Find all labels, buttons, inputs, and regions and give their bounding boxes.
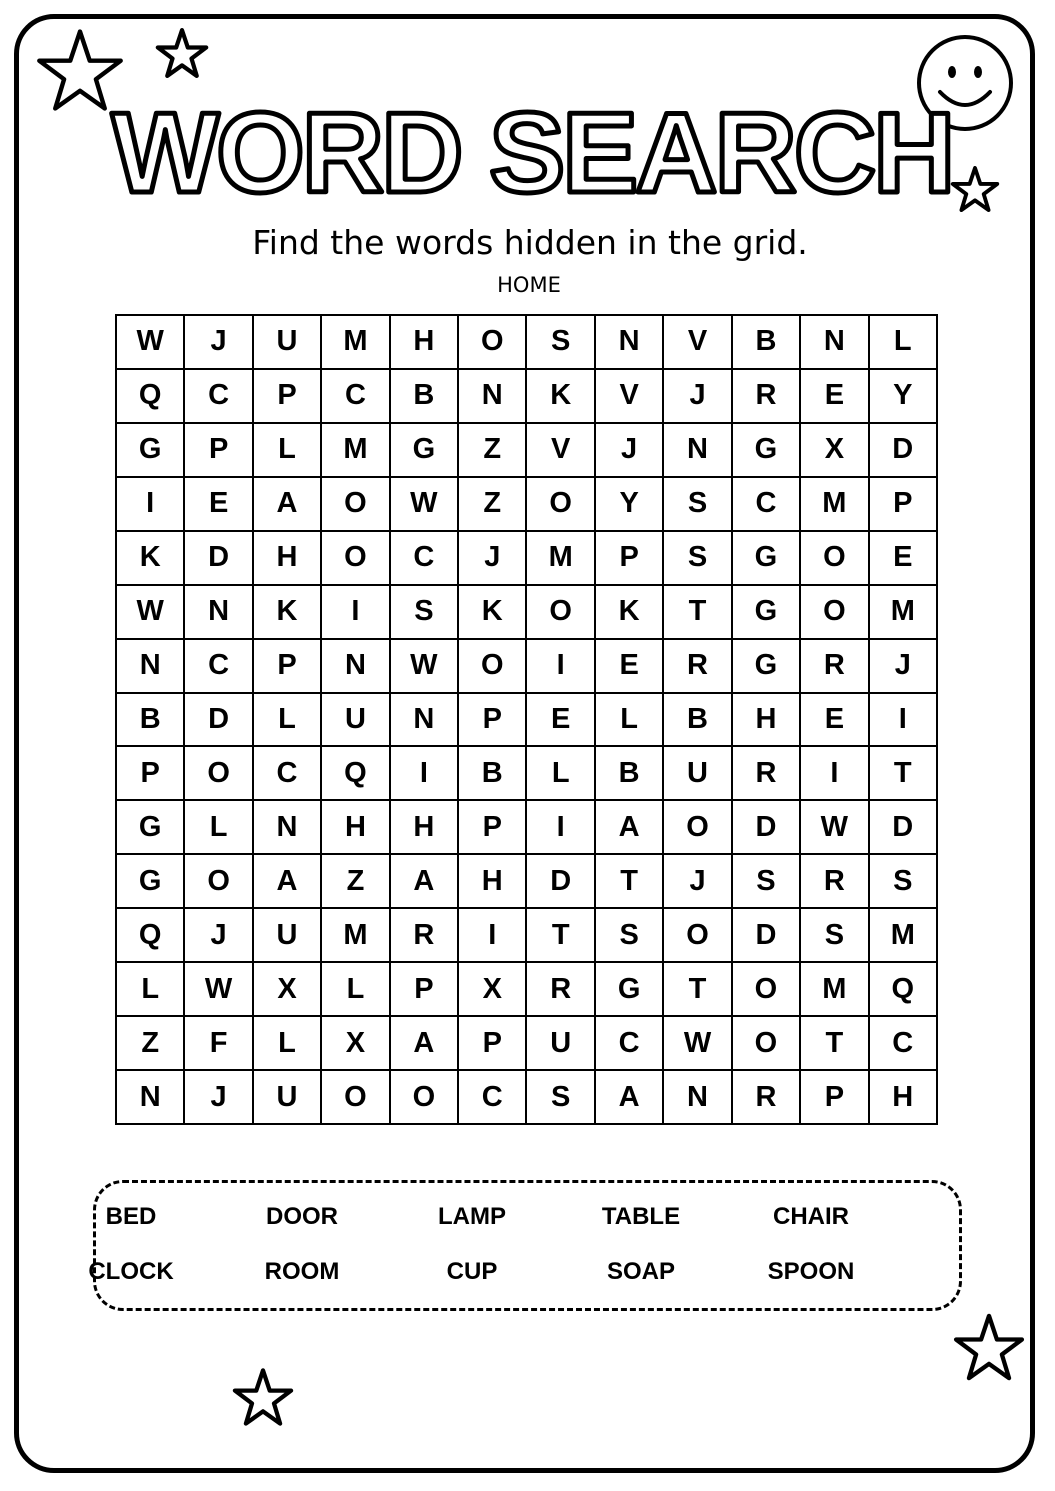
grid-cell[interactable]: D — [185, 532, 253, 586]
grid-cell[interactable]: O — [801, 532, 869, 586]
grid-cell[interactable]: V — [664, 316, 732, 370]
grid-cell[interactable]: W — [391, 640, 459, 694]
grid-cell[interactable]: M — [322, 424, 390, 478]
grid-cell[interactable]: Z — [117, 1017, 185, 1071]
grid-cell[interactable]: K — [596, 586, 664, 640]
grid-cell[interactable]: I — [391, 747, 459, 801]
grid-cell[interactable]: H — [733, 694, 801, 748]
grid-cell[interactable]: O — [733, 1017, 801, 1071]
grid-cell[interactable]: E — [801, 370, 869, 424]
grid-cell[interactable]: J — [870, 640, 938, 694]
grid-cell[interactable]: S — [527, 316, 595, 370]
grid-cell[interactable]: G — [117, 801, 185, 855]
grid-cell[interactable]: C — [733, 478, 801, 532]
grid-cell[interactable]: Q — [117, 909, 185, 963]
grid-cell[interactable]: B — [117, 694, 185, 748]
grid-cell[interactable]: N — [391, 694, 459, 748]
grid-cell[interactable]: B — [664, 694, 732, 748]
grid-cell[interactable]: B — [596, 747, 664, 801]
grid-cell[interactable]: R — [801, 640, 869, 694]
grid-cell[interactable]: S — [664, 532, 732, 586]
svg-text:WORD SEARCH: WORD SEARCH — [111, 96, 953, 216]
grid-cell[interactable]: U — [254, 909, 322, 963]
grid-cell[interactable]: Z — [322, 855, 390, 909]
grid-cell[interactable]: C — [185, 640, 253, 694]
grid-cell[interactable]: O — [664, 801, 732, 855]
grid-cell[interactable]: N — [322, 640, 390, 694]
theme-label: HOME — [497, 273, 561, 297]
grid-cell[interactable]: A — [391, 1017, 459, 1071]
grid-cell[interactable]: B — [733, 316, 801, 370]
grid-cell[interactable]: Y — [870, 370, 938, 424]
grid-cell[interactable]: G — [733, 640, 801, 694]
grid-cell[interactable]: O — [185, 747, 253, 801]
grid-cell[interactable]: A — [254, 855, 322, 909]
grid-cell[interactable]: W — [117, 316, 185, 370]
grid-cell[interactable]: U — [664, 747, 732, 801]
grid-cell[interactable]: J — [185, 1071, 253, 1125]
grid-cell[interactable]: C — [459, 1071, 527, 1125]
grid-cell[interactable]: H — [254, 532, 322, 586]
grid-cell[interactable]: R — [664, 640, 732, 694]
grid-cell[interactable]: M — [801, 963, 869, 1017]
grid-cell[interactable]: G — [733, 424, 801, 478]
grid-cell[interactable]: C — [870, 1017, 938, 1071]
grid-cell[interactable]: M — [870, 586, 938, 640]
grid-cell[interactable]: B — [391, 370, 459, 424]
grid-cell[interactable]: V — [527, 424, 595, 478]
grid-cell[interactable]: W — [391, 478, 459, 532]
grid-cell[interactable]: O — [527, 586, 595, 640]
grid-cell[interactable]: K — [117, 532, 185, 586]
grid-cell[interactable]: P — [117, 747, 185, 801]
grid-cell[interactable]: D — [870, 801, 938, 855]
grid-cell[interactable]: C — [254, 747, 322, 801]
grid-cell[interactable]: U — [254, 316, 322, 370]
grid-cell[interactable]: I — [801, 747, 869, 801]
grid-cell[interactable]: O — [322, 1071, 390, 1125]
grid-cell[interactable]: T — [596, 855, 664, 909]
grid-cell[interactable]: O — [459, 640, 527, 694]
grid-cell[interactable]: L — [254, 1017, 322, 1071]
grid-cell[interactable]: X — [801, 424, 869, 478]
grid-cell[interactable]: V — [596, 370, 664, 424]
grid-cell[interactable]: M — [801, 478, 869, 532]
grid-cell[interactable]: N — [459, 370, 527, 424]
grid-cell[interactable]: S — [391, 586, 459, 640]
grid-cell[interactable]: D — [527, 855, 595, 909]
grid-cell[interactable]: O — [322, 532, 390, 586]
word-bank-item: DOOR — [266, 1203, 338, 1230]
grid-cell[interactable]: P — [391, 963, 459, 1017]
grid-cell[interactable]: P — [870, 478, 938, 532]
grid-cell[interactable]: X — [459, 963, 527, 1017]
grid-cell[interactable]: Q — [322, 747, 390, 801]
grid-cell[interactable]: O — [459, 316, 527, 370]
grid-cell[interactable]: P — [459, 694, 527, 748]
grid-cell[interactable]: S — [596, 909, 664, 963]
grid-cell[interactable]: O — [801, 586, 869, 640]
grid-cell[interactable]: E — [527, 694, 595, 748]
grid-cell[interactable]: W — [801, 801, 869, 855]
grid-cell[interactable]: G — [117, 855, 185, 909]
grid-cell[interactable]: P — [254, 640, 322, 694]
grid-cell[interactable]: W — [664, 1017, 732, 1071]
grid-cell[interactable]: I — [322, 586, 390, 640]
grid-cell[interactable]: W — [117, 586, 185, 640]
grid-cell[interactable]: L — [254, 694, 322, 748]
grid-cell[interactable]: M — [322, 316, 390, 370]
grid-cell[interactable]: C — [322, 370, 390, 424]
grid-cell[interactable]: L — [185, 801, 253, 855]
grid-cell[interactable]: O — [322, 478, 390, 532]
grid-cell[interactable]: N — [801, 316, 869, 370]
grid-cell[interactable]: U — [322, 694, 390, 748]
word-bank-item: SPOON — [767, 1258, 855, 1285]
grid-cell[interactable]: W — [185, 963, 253, 1017]
grid-cell[interactable]: J — [664, 855, 732, 909]
grid-cell[interactable]: S — [664, 478, 732, 532]
grid-cell[interactable]: L — [322, 963, 390, 1017]
word-bank-item: ROOM — [264, 1258, 340, 1285]
grid-cell[interactable]: L — [117, 963, 185, 1017]
grid-cell[interactable]: U — [527, 1017, 595, 1071]
grid-cell[interactable]: P — [254, 370, 322, 424]
grid-cell[interactable]: D — [733, 909, 801, 963]
grid-cell[interactable]: O — [527, 478, 595, 532]
grid-cell[interactable]: E — [185, 478, 253, 532]
word-bank-item: CUP — [446, 1258, 498, 1285]
grid-cell[interactable]: O — [733, 963, 801, 1017]
grid-cell[interactable]: C — [391, 532, 459, 586]
grid-cell[interactable]: P — [596, 532, 664, 586]
grid-cell[interactable]: J — [664, 370, 732, 424]
star-icon — [155, 28, 209, 78]
grid-cell[interactable]: A — [596, 801, 664, 855]
grid-cell[interactable]: N — [596, 316, 664, 370]
grid-cell[interactable]: S — [870, 855, 938, 909]
grid-cell[interactable]: P — [185, 424, 253, 478]
word-bank-item: CLOCK — [88, 1258, 174, 1285]
grid-cell[interactable]: E — [596, 640, 664, 694]
grid-cell[interactable]: E — [870, 532, 938, 586]
grid-cell[interactable]: H — [322, 801, 390, 855]
grid-cell[interactable]: D — [185, 694, 253, 748]
word-bank-item: LAMP — [438, 1203, 506, 1230]
grid-cell[interactable]: R — [733, 1071, 801, 1125]
word-bank-item: TABLE — [601, 1203, 681, 1230]
grid-cell[interactable]: Y — [596, 478, 664, 532]
grid-cell[interactable]: P — [459, 1017, 527, 1071]
grid-cell[interactable]: A — [391, 855, 459, 909]
grid-cell[interactable]: I — [870, 694, 938, 748]
grid-cell[interactable]: G — [391, 424, 459, 478]
grid-cell[interactable]: E — [801, 694, 869, 748]
grid-cell[interactable]: N — [117, 640, 185, 694]
grid-cell[interactable]: N — [254, 801, 322, 855]
grid-cell[interactable]: T — [801, 1017, 869, 1071]
grid-cell[interactable]: I — [527, 640, 595, 694]
title-text — [0, 96, 1055, 216]
grid-cell[interactable]: J — [185, 909, 253, 963]
grid-cell[interactable]: K — [527, 370, 595, 424]
grid-cell[interactable]: Q — [870, 963, 938, 1017]
grid-cell[interactable]: J — [185, 316, 253, 370]
grid-cell[interactable]: S — [527, 1071, 595, 1125]
grid-cell[interactable]: J — [596, 424, 664, 478]
grid-cell[interactable]: L — [870, 316, 938, 370]
grid-cell[interactable]: R — [527, 963, 595, 1017]
grid-cell[interactable]: H — [870, 1071, 938, 1125]
grid-cell[interactable]: Q — [117, 370, 185, 424]
grid-cell[interactable]: B — [459, 747, 527, 801]
instructions: Find the words hidden in the grid. — [252, 223, 808, 262]
grid-cell[interactable]: G — [733, 532, 801, 586]
grid-cell[interactable]: H — [391, 801, 459, 855]
grid-cell[interactable]: Z — [459, 478, 527, 532]
grid-cell[interactable]: A — [596, 1071, 664, 1125]
grid-cell[interactable]: X — [322, 1017, 390, 1071]
grid-cell[interactable]: G — [117, 424, 185, 478]
grid-cell[interactable]: N — [664, 1071, 732, 1125]
grid-cell[interactable]: I — [117, 478, 185, 532]
grid-cell[interactable]: F — [185, 1017, 253, 1071]
grid-cell[interactable]: M — [322, 909, 390, 963]
grid-cell[interactable]: P — [801, 1071, 869, 1125]
grid-cell[interactable]: G — [733, 586, 801, 640]
grid-cell[interactable]: X — [254, 963, 322, 1017]
grid-cell[interactable]: L — [254, 424, 322, 478]
grid-cell[interactable]: L — [596, 694, 664, 748]
grid-cell[interactable]: R — [733, 747, 801, 801]
word-bank-item: SOAP — [606, 1258, 676, 1285]
word-bank — [93, 1180, 962, 1311]
grid-cell[interactable]: T — [870, 747, 938, 801]
grid-cell[interactable]: G — [596, 963, 664, 1017]
grid-cell[interactable]: Z — [459, 424, 527, 478]
grid-cell[interactable]: O — [185, 855, 253, 909]
grid-cell[interactable]: K — [254, 586, 322, 640]
grid-cell[interactable]: S — [801, 909, 869, 963]
grid-cell[interactable]: L — [527, 747, 595, 801]
grid-cell[interactable]: P — [459, 801, 527, 855]
star-icon — [232, 1368, 294, 1426]
grid-cell[interactable]: I — [527, 801, 595, 855]
grid-cell[interactable]: K — [459, 586, 527, 640]
grid-cell[interactable]: T — [664, 586, 732, 640]
grid-cell[interactable]: D — [733, 801, 801, 855]
grid-cell[interactable]: J — [459, 532, 527, 586]
grid-cell[interactable]: H — [391, 316, 459, 370]
grid-cell[interactable]: A — [254, 478, 322, 532]
grid-cell[interactable]: H — [459, 855, 527, 909]
grid-cell[interactable]: D — [870, 424, 938, 478]
grid-cell[interactable]: N — [185, 586, 253, 640]
grid-cell[interactable]: M — [870, 909, 938, 963]
grid-cell[interactable]: O — [664, 909, 732, 963]
grid-cell[interactable]: R — [391, 909, 459, 963]
grid-cell[interactable]: M — [527, 532, 595, 586]
star-icon — [950, 166, 1000, 212]
grid-cell[interactable]: R — [733, 370, 801, 424]
letter-grid — [115, 314, 938, 1125]
word-bank-item: CHAIR — [773, 1203, 849, 1230]
grid-cell[interactable]: C — [596, 1017, 664, 1071]
grid-cell[interactable]: I — [459, 909, 527, 963]
grid-cell[interactable]: T — [664, 963, 732, 1017]
grid-cell[interactable]: O — [391, 1071, 459, 1125]
grid-cell[interactable]: U — [254, 1071, 322, 1125]
grid-cell[interactable]: N — [664, 424, 732, 478]
grid-cell[interactable]: T — [527, 909, 595, 963]
word-bank-item: BED — [105, 1203, 157, 1230]
grid-cell[interactable]: C — [185, 370, 253, 424]
grid-cell[interactable]: R — [801, 855, 869, 909]
grid-cell[interactable]: S — [733, 855, 801, 909]
grid-cell[interactable]: N — [117, 1071, 185, 1125]
star-icon — [953, 1313, 1025, 1381]
